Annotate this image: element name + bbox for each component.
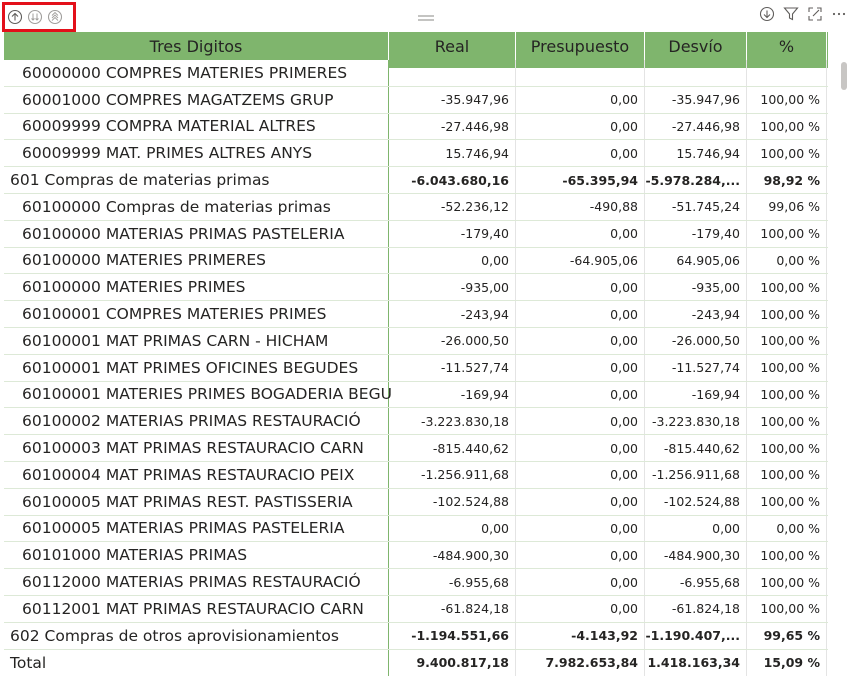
more-options-icon[interactable] — [830, 5, 848, 23]
table-row[interactable] — [4, 435, 828, 462]
cell-presupuesto — [516, 60, 645, 86]
table-row[interactable] — [4, 274, 828, 301]
cell-presupuesto: 0,00 — [516, 569, 645, 595]
cell-pct: 100,00 % — [747, 382, 827, 408]
cell-name: 60100000 Compras de materias primas — [4, 194, 389, 220]
cell-pct: 100,00 % — [747, 301, 827, 327]
cell-pct — [747, 60, 827, 86]
table-row[interactable] — [4, 248, 828, 275]
cell-real: -169,94 — [389, 382, 516, 408]
cell-real: -1.194.551,66 — [389, 623, 516, 649]
cell-real: -11.527,74 — [389, 355, 516, 381]
vertical-scrollbar[interactable] — [838, 32, 850, 662]
cell-presupuesto: 0,00 — [516, 542, 645, 568]
cell-real: -26.000,50 — [389, 328, 516, 354]
cell-real: 0,00 — [389, 516, 516, 542]
table-row[interactable] — [4, 516, 828, 543]
cell-desvio: -27.446,98 — [645, 114, 747, 140]
table-row[interactable] — [4, 87, 828, 114]
cell-presupuesto: 0,00 — [516, 140, 645, 166]
cell-presupuesto: 0,00 — [516, 489, 645, 515]
cell-desvio: -5.978.284,... — [645, 167, 747, 193]
cell-real: -815.440,62 — [389, 435, 516, 461]
table-rows — [4, 60, 828, 676]
cell-name: 60112000 MATERIAS PRIMAS RESTAURACIÓ — [4, 569, 389, 595]
table-row[interactable] — [4, 408, 828, 435]
cell-pct: 0,00 % — [747, 516, 827, 542]
cell-name: 60100001 MATERIES PRIMES BOGADERIA BEGU — [4, 382, 389, 408]
cell-desvio: -51.745,24 — [645, 194, 747, 220]
cell-desvio: 0,00 — [645, 516, 747, 542]
cell-real: -35.947,96 — [389, 87, 516, 113]
cell-presupuesto: 0,00 — [516, 328, 645, 354]
table-row[interactable] — [4, 569, 828, 596]
cell-pct: 99,06 % — [747, 194, 827, 220]
cell-desvio: -3.223.830,18 — [645, 408, 747, 434]
scrollbar-thumb[interactable] — [841, 62, 847, 90]
cell-real: 9.400.817,18 — [389, 650, 516, 676]
cell-presupuesto: 0,00 — [516, 596, 645, 622]
column-header-percent[interactable]: % — [747, 32, 827, 68]
cell-pct: 100,00 % — [747, 408, 827, 434]
cell-name: 60000000 COMPRES MATERIES PRIMERES — [4, 60, 389, 86]
cell-pct: 15,09 % — [747, 650, 827, 676]
cell-desvio: -484.900,30 — [645, 542, 747, 568]
cell-name: 60001000 COMPRES MAGATZEMS GRUP — [4, 87, 389, 113]
cell-presupuesto: 0,00 — [516, 301, 645, 327]
cell-real: -3.223.830,18 — [389, 408, 516, 434]
drill-down-icon[interactable] — [26, 8, 44, 26]
cell-pct: 100,00 % — [747, 569, 827, 595]
cell-desvio: -61.824,18 — [645, 596, 747, 622]
cell-presupuesto: -65.395,94 — [516, 167, 645, 193]
group-row[interactable] — [4, 623, 828, 650]
cell-name: 60100000 MATERIES PRIMERES — [4, 248, 389, 274]
cell-pct: 100,00 % — [747, 435, 827, 461]
drill-navigation-group — [2, 2, 76, 32]
cell-presupuesto: -490,88 — [516, 194, 645, 220]
cell-pct: 100,00 % — [747, 140, 827, 166]
cell-desvio: -6.955,68 — [645, 569, 747, 595]
cell-pct: 100,00 % — [747, 462, 827, 488]
cell-name: 60100005 MAT PRIMAS REST. PASTISSERIA — [4, 489, 389, 515]
drill-down-mode-icon[interactable] — [758, 5, 776, 23]
cell-presupuesto: 0,00 — [516, 462, 645, 488]
cell-name: 60100000 MATERIES PRIMES — [4, 274, 389, 300]
column-header-desvio[interactable]: Desvío — [645, 32, 747, 68]
cell-presupuesto: 0,00 — [516, 87, 645, 113]
cell-name: 60009999 COMPRA MATERIAL ALTRES — [4, 114, 389, 140]
drill-up-icon[interactable] — [6, 8, 24, 26]
table-row[interactable] — [4, 489, 828, 516]
table-row[interactable] — [4, 301, 828, 328]
cell-pct: 100,00 % — [747, 274, 827, 300]
cell-name: 60112001 MAT PRIMAS RESTAURACIO CARN — [4, 596, 389, 622]
column-header-tres-digitos[interactable]: Tres Digitos — [4, 32, 389, 68]
cell-desvio: -1.190.407,... — [645, 623, 747, 649]
cell-desvio: -11.527,74 — [645, 355, 747, 381]
cell-real: -61.824,18 — [389, 596, 516, 622]
column-header-real[interactable]: Real — [389, 32, 516, 68]
table-row[interactable] — [4, 355, 828, 382]
focus-mode-icon[interactable] — [806, 5, 824, 23]
cell-real: -6.043.680,16 — [389, 167, 516, 193]
cell-desvio: -102.524,88 — [645, 489, 747, 515]
cell-presupuesto: 0,00 — [516, 274, 645, 300]
cell-real: -27.446,98 — [389, 114, 516, 140]
cell-real: -1.256.911,68 — [389, 462, 516, 488]
cell-name: 60100001 MAT PRIMES OFICINES BEGUDES — [4, 355, 389, 381]
cell-presupuesto: -4.143,92 — [516, 623, 645, 649]
cell-real — [389, 60, 516, 86]
cell-real: -52.236,12 — [389, 194, 516, 220]
cell-name: 60100004 MAT PRIMAS RESTAURACIO PEIX — [4, 462, 389, 488]
table-row[interactable] — [4, 60, 828, 87]
group-row[interactable] — [4, 167, 828, 194]
cell-presupuesto: 0,00 — [516, 408, 645, 434]
cell-name: Total — [4, 650, 389, 676]
cell-desvio: -935,00 — [645, 274, 747, 300]
cell-presupuesto: 0,00 — [516, 114, 645, 140]
cell-real: 0,00 — [389, 248, 516, 274]
column-header-presupuesto[interactable]: Presupuesto — [516, 32, 645, 68]
expand-all-icon[interactable] — [46, 8, 64, 26]
cell-pct: 99,65 % — [747, 623, 827, 649]
cell-pct: 0,00 % — [747, 248, 827, 274]
cell-desvio: 64.905,06 — [645, 248, 747, 274]
table-row[interactable] — [4, 140, 828, 167]
table-row[interactable] — [4, 221, 828, 248]
table-row[interactable] — [4, 328, 828, 355]
cell-real: -935,00 — [389, 274, 516, 300]
cell-name: 60009999 MAT. PRIMES ALTRES ANYS — [4, 140, 389, 166]
table-row[interactable] — [4, 462, 828, 489]
cell-desvio: -1.256.911,68 — [645, 462, 747, 488]
cell-presupuesto: 0,00 — [516, 516, 645, 542]
cell-name: 60100001 COMPRES MATERIES PRIMES — [4, 301, 389, 327]
cell-name: 60100003 MAT PRIMAS RESTAURACIO CARN — [4, 435, 389, 461]
cell-real: -243,94 — [389, 301, 516, 327]
cell-real: -102.524,88 — [389, 489, 516, 515]
cell-name: 60100002 MATERIAS PRIMAS RESTAURACIÓ — [4, 408, 389, 434]
matrix-table — [4, 32, 828, 672]
cell-name: 60100000 MATERIAS PRIMAS PASTELERIA — [4, 221, 389, 247]
cell-desvio — [645, 60, 747, 86]
table-row[interactable] — [4, 542, 828, 569]
cell-name: 60100001 MAT PRIMAS CARN - HICHAM — [4, 328, 389, 354]
cell-pct: 98,92 % — [747, 167, 827, 193]
table-row[interactable] — [4, 382, 828, 409]
cell-pct: 100,00 % — [747, 355, 827, 381]
cell-desvio: -243,94 — [645, 301, 747, 327]
cell-pct: 100,00 % — [747, 489, 827, 515]
table-row[interactable] — [4, 596, 828, 623]
table-body — [4, 63, 828, 672]
cell-pct: 100,00 % — [747, 328, 827, 354]
cell-name: 60101000 MATERIAS PRIMAS — [4, 542, 389, 568]
cell-pct: 100,00 % — [747, 221, 827, 247]
cell-real: 15.746,94 — [389, 140, 516, 166]
cell-presupuesto: 0,00 — [516, 355, 645, 381]
drag-grip-icon[interactable] — [417, 8, 435, 18]
cell-presupuesto: 0,00 — [516, 382, 645, 408]
cell-desvio: -169,94 — [645, 382, 747, 408]
cell-desvio: -179,40 — [645, 221, 747, 247]
cell-presupuesto: 7.982.653,84 — [516, 650, 645, 676]
cell-real: -179,40 — [389, 221, 516, 247]
cell-pct: 100,00 % — [747, 87, 827, 113]
cell-desvio: -26.000,50 — [645, 328, 747, 354]
cell-name: 602 Compras de otros aprovisionamientos — [4, 623, 389, 649]
cell-pct: 100,00 % — [747, 114, 827, 140]
cell-desvio: -815.440,62 — [645, 435, 747, 461]
cell-presupuesto: 0,00 — [516, 435, 645, 461]
filter-icon[interactable] — [782, 5, 800, 23]
cell-name: 60100005 MATERIAS PRIMAS PASTELERIA — [4, 516, 389, 542]
cell-pct: 100,00 % — [747, 542, 827, 568]
cell-desvio: -35.947,96 — [645, 87, 747, 113]
visual-header — [0, 0, 852, 30]
visual-toolbar — [758, 4, 848, 24]
cell-pct: 100,00 % — [747, 596, 827, 622]
cell-real: -484.900,30 — [389, 542, 516, 568]
cell-presupuesto: 0,00 — [516, 221, 645, 247]
table-row[interactable] — [4, 194, 828, 221]
total-row[interactable] — [4, 650, 828, 676]
cell-desvio: 15.746,94 — [645, 140, 747, 166]
cell-presupuesto: -64.905,06 — [516, 248, 645, 274]
cell-real: -6.955,68 — [389, 569, 516, 595]
cell-desvio: 1.418.163,34 — [645, 650, 747, 676]
cell-name: 601 Compras de materias primas — [4, 167, 389, 193]
table-row[interactable] — [4, 114, 828, 141]
